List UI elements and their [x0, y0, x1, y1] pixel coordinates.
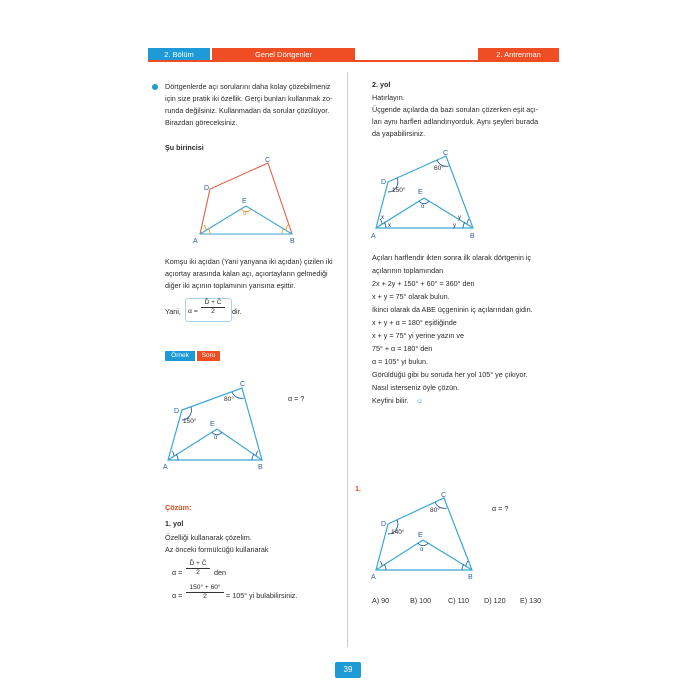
- dir-text: dir.: [232, 307, 242, 316]
- solution-heading: Çözüm:: [165, 503, 192, 512]
- label-d: D: [381, 521, 387, 528]
- label-x-bottom: x: [388, 223, 391, 229]
- label-b: B: [290, 238, 295, 245]
- formula-1-fraction: [186, 560, 210, 576]
- label-d: D: [174, 408, 180, 415]
- formula-denominator: 2: [211, 307, 215, 315]
- label-e: E: [418, 532, 423, 539]
- label-b: B: [258, 464, 263, 470]
- solution-line: Nasıl isterseniz öyle çözün.: [372, 383, 460, 392]
- angle-d: 150°: [183, 418, 197, 425]
- question-number: 1.: [355, 484, 361, 493]
- rule-line: Komşu iki açıdan (Yani yanyana iki açıdan) çizilen iki: [165, 257, 333, 266]
- solution-line: İkinci olarak da ABE üçgeninin iç açılarından gidin.: [372, 305, 533, 314]
- label-c: C: [240, 381, 246, 388]
- method-1-line: Az önceki formülcüğü kullanarak: [165, 545, 269, 554]
- label-d: D: [381, 179, 387, 186]
- intro-line: Birazdan göreceksiniz.: [165, 118, 238, 127]
- solution-line: x + y + α = 180° eşitliğinde: [372, 318, 457, 327]
- solution-line: Görüldüğü gibi bu soruda her yol 105° ye çıkıyor.: [372, 370, 528, 379]
- figure-quadrilateral-2: [160, 378, 275, 470]
- method-1-heading: 1. yol: [165, 519, 184, 528]
- label-b: B: [468, 574, 473, 580]
- intro-line: Dörtgenlerde açı sorularını daha kolay çözebilmeniz: [165, 82, 331, 91]
- column-divider: [347, 72, 348, 647]
- label-c: C: [441, 492, 447, 499]
- angle-c: 80°: [430, 507, 440, 514]
- intro-line: için size pratik iki özellik. Gerçi bunları kullanmak zo-: [165, 94, 333, 103]
- choice-c[interactable]: C) 110: [448, 596, 470, 605]
- label-e: E: [210, 421, 215, 428]
- formula-1-numerator: D̂ + Ĉ: [186, 560, 210, 569]
- formula-2-denominator: 2: [203, 592, 207, 600]
- label-y-top: y: [458, 215, 461, 221]
- solution-line: 75° + α = 180° den: [372, 344, 433, 353]
- label-a: A: [163, 464, 168, 470]
- label-d: D: [204, 185, 210, 192]
- label-alpha: α: [420, 547, 424, 553]
- choice-e[interactable]: E) 130: [520, 596, 542, 605]
- solution-line: x + y = 75° olarak bulun.: [372, 292, 450, 301]
- solution-line: Keyfini bilir.: [372, 396, 409, 405]
- smiley-icon: ☺: [416, 396, 424, 405]
- angle-d: 140°: [391, 529, 405, 536]
- solution-line: Açıları harflendir ikten sonra ilk olarak dörtgenin iç: [372, 253, 531, 262]
- label-a: A: [371, 574, 376, 580]
- formula-2-numerator: 150° + 60°: [186, 584, 224, 593]
- figure-quadrilateral-4: [368, 488, 483, 580]
- label-a: A: [193, 238, 198, 245]
- figure-quadrilateral-1: [190, 155, 305, 245]
- figure-quadrilateral-3: [368, 148, 483, 240]
- rule-line: açıortay arasında kalan açı, açıortayların gelmediği: [165, 269, 328, 278]
- choice-b[interactable]: B) 100: [410, 596, 432, 605]
- topic-label: Genel Dörtgenler: [212, 48, 355, 61]
- method-2-line: ları aynı harfleri adlandırıyorduk. Aynı şeyleri burada: [372, 117, 539, 126]
- rule-line: diğer iki açının toplamının yarısına eşittir.: [165, 281, 296, 290]
- formula-2-fraction: [186, 584, 224, 600]
- tag-example: Örnek: [165, 351, 195, 361]
- angle-c: 60°: [434, 165, 444, 172]
- first-heading: Şu birincisi: [165, 143, 204, 152]
- solution-line: açılarının toplamından: [372, 266, 444, 275]
- label-x-top: x: [381, 215, 384, 221]
- method-1-line: Özelliği kullanarak çözelim.: [165, 533, 252, 542]
- method-2-line: Hatırlayın.: [372, 93, 405, 102]
- header-rule: [148, 60, 559, 62]
- method-2-line: da yapabilirsiniz.: [372, 129, 426, 138]
- label-y-bottom: y: [453, 223, 456, 229]
- alpha-question: α = ?: [492, 504, 509, 513]
- method-2-heading: 2. yol: [372, 80, 391, 89]
- solution-line: α = 105° yi bulun.: [372, 357, 428, 366]
- angle-c: 80°: [224, 396, 234, 403]
- intro-line: runda değilsiniz. Kullanmadan da sorular çözülüyor.: [165, 106, 330, 115]
- angle-d: 150°: [392, 187, 406, 194]
- bullet-icon: [152, 84, 158, 90]
- page-number: 39: [335, 662, 361, 678]
- label-e: E: [242, 198, 247, 205]
- alpha-question: α = ?: [288, 394, 305, 403]
- formula-lhs: α =: [188, 308, 198, 315]
- label-e: E: [418, 189, 423, 196]
- formula-1-denominator: 2: [196, 568, 200, 576]
- formula-2-lhs: α =: [172, 591, 183, 600]
- solution-line: 2x + 2y + 150° + 60° = 360° den: [372, 279, 475, 288]
- formula-2-tail: = 105° yi bulabilirsiniz.: [226, 591, 298, 600]
- formula-numerator: D̂ + Ĉ: [201, 299, 225, 308]
- tag-question: Soru: [197, 351, 220, 361]
- formula-1-tail: den: [214, 568, 226, 577]
- label-c: C: [265, 157, 271, 164]
- method-2-line: Üçgende açılarda da bazı soruları çözerken eşit açı-: [372, 105, 539, 114]
- yani-text: Yani,: [165, 307, 181, 316]
- choice-d[interactable]: D) 120: [484, 596, 506, 605]
- practice-label: 2. Antrenman: [478, 48, 559, 61]
- label-alpha: α: [243, 211, 247, 217]
- formula-1-lhs: α =: [172, 568, 183, 577]
- label-b: B: [470, 233, 475, 240]
- label-alpha: α: [214, 435, 218, 441]
- label-alpha: α: [421, 204, 425, 210]
- label-a: A: [371, 233, 376, 240]
- choice-a[interactable]: A) 90: [372, 596, 390, 605]
- label-c: C: [443, 150, 449, 157]
- formula-fraction: [201, 299, 225, 315]
- solution-line: x + y = 75° yi yerine yazın ve: [372, 331, 464, 340]
- section-label: 2. Bölüm: [148, 48, 210, 61]
